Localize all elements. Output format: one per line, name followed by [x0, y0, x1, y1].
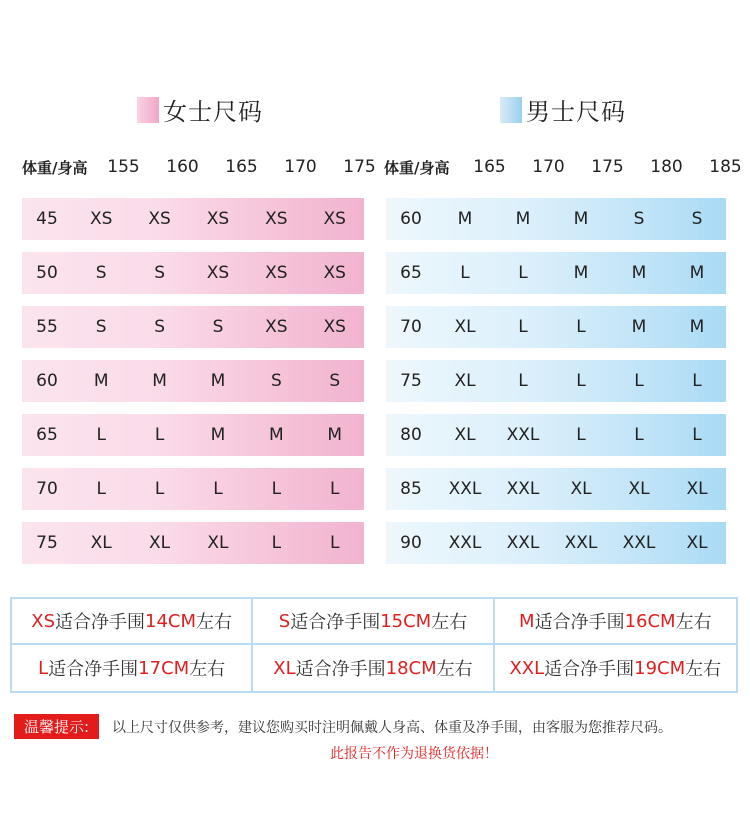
size-cell: XL: [454, 425, 476, 445]
size-cell: XS: [206, 263, 230, 283]
size-cell: L: [576, 425, 586, 445]
size-cell: L: [271, 533, 282, 553]
weight-cell: 85: [400, 479, 422, 499]
size-cell: L: [330, 533, 340, 553]
wrist-size-label: S: [278, 610, 291, 632]
men-size-table: [386, 198, 726, 576]
size-row: [22, 522, 364, 564]
wrist-text: 适合净手围: [544, 659, 635, 680]
size-cell: L: [634, 425, 644, 445]
height-header: 175: [591, 157, 624, 177]
size-cell: XS: [148, 209, 171, 229]
size-cell: L: [518, 371, 528, 391]
size-row: [22, 414, 364, 456]
size-row: [22, 198, 364, 240]
size-cell: L: [692, 425, 702, 445]
size-cell: XXL: [506, 533, 540, 553]
size-cell: L: [154, 425, 165, 445]
wrist-suffix: 左右: [675, 612, 712, 633]
size-cell: XL: [454, 317, 476, 337]
height-header: 165: [225, 157, 258, 177]
size-row: [22, 468, 364, 510]
wrist-value: 18CM: [385, 657, 437, 679]
size-cell: L: [692, 371, 702, 391]
height-header: 185: [709, 157, 742, 177]
size-cell: S: [95, 263, 107, 283]
tip-text: 以上尺寸仅供参考，建议您购买时注明佩戴人身高、体重及净手围，由客服为您推荐尺码。: [112, 720, 672, 736]
size-cell: M: [689, 263, 705, 283]
size-row: [386, 360, 726, 402]
wrist-suffix: 左右: [436, 659, 473, 680]
size-cell: L: [518, 263, 528, 283]
wrist-suffix: 左右: [431, 612, 468, 633]
wrist-text: 适合净手围: [295, 659, 386, 680]
size-cell: XXL: [448, 533, 482, 553]
weight-cell: 55: [36, 317, 58, 337]
size-cell: XL: [207, 533, 229, 553]
size-cell: XS: [265, 317, 288, 337]
wrist-text: 适合净手围: [48, 659, 139, 680]
size-cell: M: [210, 371, 226, 391]
size-row: [386, 414, 726, 456]
women-size-table: [22, 198, 364, 576]
size-cell: S: [154, 317, 165, 337]
size-cell: L: [576, 371, 586, 391]
wrist-suffix: 左右: [189, 659, 226, 680]
height-header: 180: [650, 157, 683, 177]
size-cell: XXL: [564, 533, 598, 553]
wrist-text: 适合净手围: [55, 612, 146, 633]
wrist-size-cell: [495, 645, 736, 691]
height-header: 175: [343, 157, 376, 177]
height-header: 165: [473, 157, 506, 177]
height-header: 160: [166, 157, 199, 177]
wrist-value: 16CM: [624, 610, 676, 632]
size-cell: L: [634, 371, 644, 391]
size-cell: S: [95, 317, 107, 337]
size-cell: S: [154, 263, 165, 283]
size-cell: XXL: [448, 479, 482, 499]
wrist-size-cell: [12, 599, 253, 645]
size-cell: XL: [686, 533, 708, 553]
size-cell: M: [327, 425, 343, 445]
header-label: 体重/身高: [384, 158, 450, 177]
size-cell: L: [460, 263, 470, 283]
size-cell: XS: [206, 209, 230, 229]
size-cell: XL: [149, 533, 171, 553]
size-row: [386, 522, 726, 564]
wrist-text: 适合净手围: [534, 612, 625, 633]
size-cell: S: [329, 371, 341, 391]
wrist-size-label: L: [38, 657, 49, 679]
men-header-row: [384, 152, 750, 182]
size-cell: XL: [686, 479, 708, 499]
size-cell: S: [270, 371, 282, 391]
wrist-size-cell: [253, 599, 494, 645]
weight-cell: 50: [36, 263, 58, 283]
height-header: 170: [532, 157, 565, 177]
blue-title-marker: [500, 97, 522, 123]
weight-cell: 75: [400, 371, 422, 391]
size-cell: M: [631, 263, 647, 283]
size-cell: M: [269, 425, 284, 445]
size-cell: M: [573, 263, 589, 283]
size-cell: M: [515, 209, 531, 229]
size-cell: XS: [323, 263, 346, 283]
wrist-value: 19CM: [634, 657, 686, 679]
size-cell: XS: [265, 263, 288, 283]
size-row: [386, 252, 726, 294]
wrist-suffix: 左右: [196, 612, 233, 633]
size-cell: L: [96, 479, 106, 499]
header-label: 体重/身高: [22, 158, 88, 177]
wrist-size-label: XL: [273, 657, 296, 679]
women-header-row: [22, 152, 389, 182]
size-row: [22, 252, 364, 294]
wrist-size-label: XXL: [509, 657, 545, 679]
size-cell: S: [212, 317, 224, 337]
size-row: [386, 306, 726, 348]
size-cell: XXL: [506, 479, 540, 499]
size-cell: L: [271, 479, 282, 499]
weight-cell: 65: [36, 425, 58, 445]
height-header: 170: [284, 157, 317, 177]
height-header: 155: [107, 157, 140, 177]
size-cell: M: [573, 209, 589, 229]
size-row: [386, 198, 726, 240]
weight-cell: 75: [36, 533, 58, 553]
wrist-value: 15CM: [380, 610, 432, 632]
weight-cell: 60: [400, 209, 422, 229]
size-cell: L: [213, 479, 223, 499]
size-cell: L: [518, 317, 528, 337]
size-cell: XL: [570, 479, 592, 499]
size-cell: L: [154, 479, 165, 499]
weight-cell: 80: [400, 425, 422, 445]
size-cell: L: [96, 425, 106, 445]
size-cell: S: [691, 209, 703, 229]
wrist-value: 14CM: [145, 610, 197, 632]
wrist-size-label: M: [519, 610, 535, 632]
weight-cell: 90: [400, 533, 422, 553]
size-cell: XS: [265, 209, 288, 229]
size-cell: XXL: [506, 425, 540, 445]
wrist-suffix: 左右: [685, 659, 722, 680]
wrist-size-cell: [253, 645, 494, 691]
size-cell: XL: [628, 479, 650, 499]
size-cell: L: [576, 317, 586, 337]
size-cell: M: [152, 371, 167, 391]
size-cell: S: [633, 209, 645, 229]
wrist-size-cell: [495, 599, 736, 645]
wrist-value: 17CM: [138, 657, 190, 679]
size-cell: M: [631, 317, 647, 337]
size-cell: M: [93, 371, 109, 391]
size-cell: M: [210, 425, 226, 445]
weight-cell: 70: [36, 479, 58, 499]
size-cell: XXL: [622, 533, 656, 553]
wrist-size-table: [10, 597, 738, 693]
size-row: [386, 468, 726, 510]
size-cell: XL: [90, 533, 112, 553]
tip-warning: 此报告不作为退换货依据！: [330, 746, 498, 762]
weight-cell: 45: [36, 209, 58, 229]
women-section-title: [137, 92, 263, 127]
size-cell: M: [457, 209, 473, 229]
women-title-text: 女士尺码: [163, 98, 263, 126]
size-cell: L: [330, 479, 340, 499]
weight-cell: 60: [36, 371, 58, 391]
weight-cell: 70: [400, 317, 422, 337]
wrist-size-label: XS: [31, 610, 56, 632]
size-cell: XS: [323, 209, 346, 229]
wrist-size-cell: [12, 645, 253, 691]
size-cell: XL: [454, 371, 476, 391]
tip-badge: 温馨提示:: [14, 714, 99, 739]
size-cell: XS: [89, 209, 113, 229]
wrist-text: 适合净手围: [290, 612, 381, 633]
pink-title-marker: [137, 97, 159, 123]
size-row: [22, 360, 364, 402]
men-section-title: [500, 92, 626, 127]
men-title-text: 男士尺码: [526, 98, 626, 126]
weight-cell: 65: [400, 263, 422, 283]
size-cell: M: [689, 317, 705, 337]
size-cell: XS: [323, 317, 346, 337]
size-row: [22, 306, 364, 348]
